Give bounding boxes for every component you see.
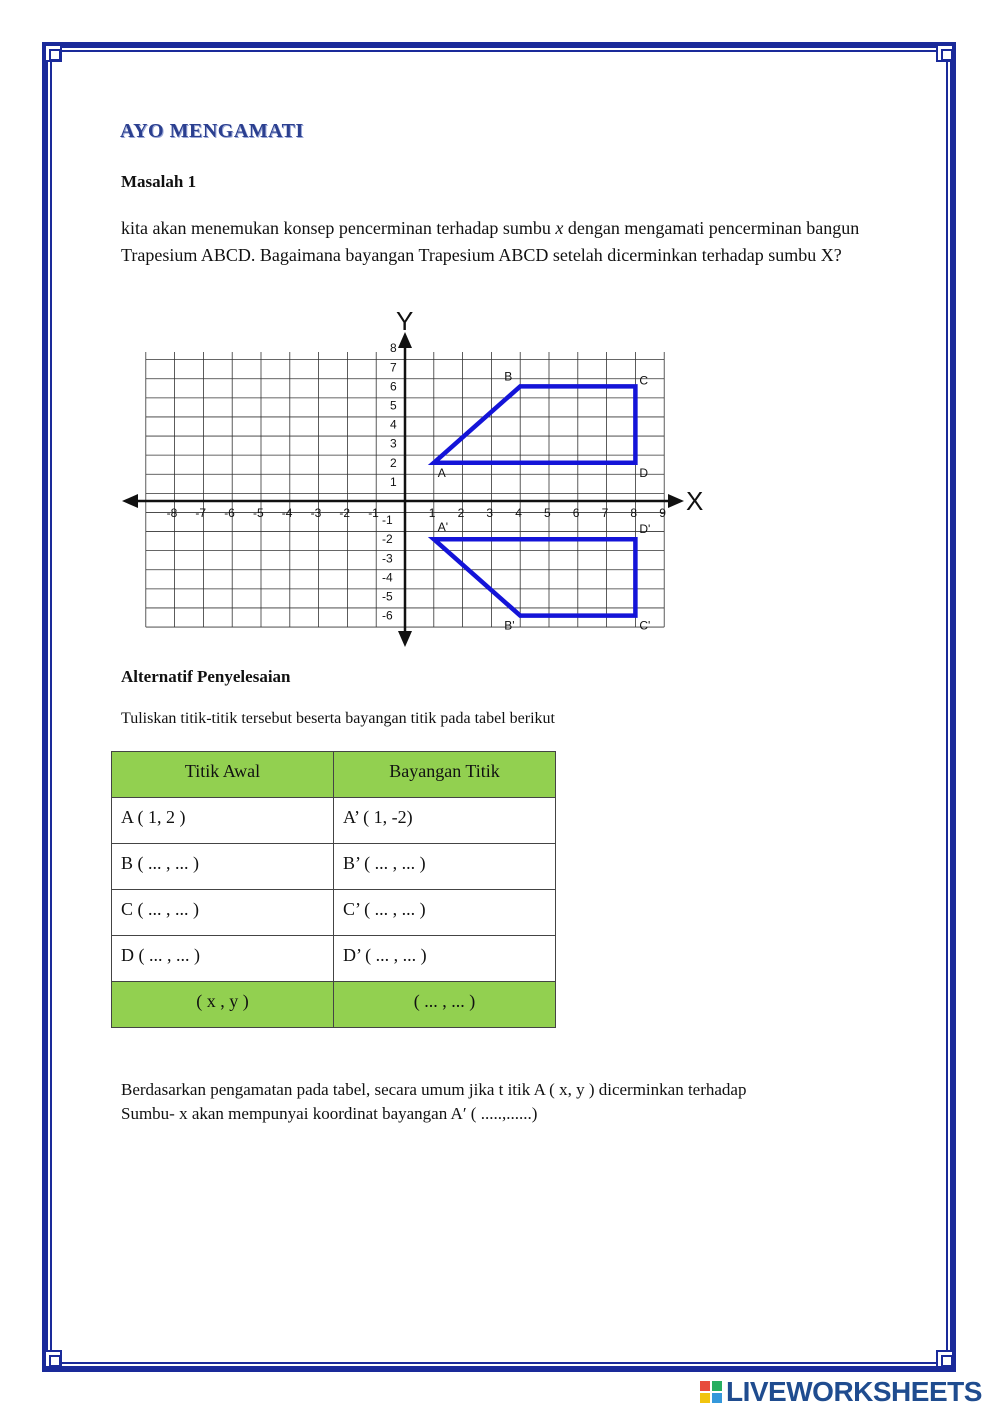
x-tick-label: 9 (659, 506, 666, 520)
x-tick-label: -6 (224, 506, 235, 520)
x-tick-label: -7 (195, 506, 207, 520)
y-tick-label: -1 (382, 513, 393, 528)
y-axis-arrow-down (398, 631, 412, 647)
table-cell: D ( ... , ... ) (112, 936, 334, 982)
brand-logo-icon (700, 1381, 722, 1403)
points-table (111, 751, 556, 1028)
summary-text (121, 1078, 881, 1126)
point-label: D' (639, 522, 651, 537)
table-row (112, 936, 556, 982)
x-tick-label: 5 (544, 506, 551, 520)
section-heading: AYO MENGAMATI (120, 120, 304, 142)
x-tick-label: -2 (339, 506, 351, 520)
y-axis-label: Y (396, 308, 414, 336)
point-label: C' (639, 618, 651, 633)
y-tick-label: -4 (382, 570, 393, 585)
x-tick-label: 1 (428, 506, 436, 520)
table-cell: ( x , y ) (112, 982, 334, 1028)
y-tick-label: 6 (390, 379, 397, 394)
table-cell: C’ ( ... , ... ) (334, 890, 556, 936)
summary-line: Berdasarkan pengamatan pada tabel, secara umum jika t itik A ( x, y ) dicerminkan terhadap (121, 1080, 747, 1099)
coordinate-graph (118, 308, 718, 653)
table-cell: A’ ( 1, -2) (334, 798, 556, 844)
point-label: B (504, 369, 513, 384)
point-label: A (437, 465, 446, 480)
y-tick-label: -3 (382, 551, 393, 566)
x-tick-label: 4 (515, 506, 522, 520)
table-cell: ( ... , ... ) (334, 982, 556, 1028)
summary-line: Sumbu- x akan mempunyai koordinat bayangan A′ ( .....,......) (121, 1104, 538, 1123)
corner-ornament (936, 1350, 954, 1368)
x-axis-label: X (686, 486, 704, 516)
corner-ornament (44, 1350, 62, 1368)
y-tick-label: 1 (390, 474, 397, 489)
corner-ornament (936, 44, 954, 62)
x-tick-label: -3 (310, 506, 322, 520)
paragraph-text: kita akan menemukan konsep pencerminan terhadap sumbu (121, 218, 556, 238)
x-tick-label: 8 (630, 506, 638, 520)
y-tick-label: 5 (390, 398, 397, 413)
point-label: C (639, 373, 649, 388)
table-cell: C ( ... , ... ) (112, 890, 334, 936)
brand-logo[interactable] (700, 1376, 982, 1408)
x-axis-arrow-right (668, 494, 684, 508)
point-label: A' (437, 520, 449, 535)
table-header: Titik Awal (112, 752, 334, 798)
graph-axes (122, 332, 684, 647)
table-cell: B’ ( ... , ... ) (334, 844, 556, 890)
problem-title: Masalah 1 (121, 172, 197, 191)
x-tick-label: 3 (486, 506, 494, 520)
x-tick-label: -5 (253, 506, 264, 520)
brand-name: LIVEWORKSHEETS (726, 1376, 982, 1407)
table-row (112, 890, 556, 936)
variable-x: x (555, 218, 564, 238)
corner-ornament (44, 44, 62, 62)
x-tick-label: 2 (457, 506, 465, 520)
point-label: B' (504, 618, 515, 633)
paragraph-text: dengan mengamati pencerminan bangun Trapesium ABCD. Bagaimana bayangan Trapesium ABCD setelah dicerminkan terhadap sumbu X? (121, 218, 860, 265)
x-tick-label: -1 (368, 506, 379, 520)
x-axis-arrow-left (122, 494, 138, 508)
point-label: D (639, 465, 649, 480)
instruction-text: Tuliskan titik-titik tersebut beserta bayangan titik pada tabel berikut (121, 710, 555, 727)
table-cell: B ( ... , ... ) (112, 844, 334, 890)
x-tick-label: -4 (281, 506, 293, 520)
table-cell: D’ ( ... , ... ) (334, 936, 556, 982)
y-tick-label: 7 (390, 360, 397, 375)
problem-paragraph (121, 215, 861, 268)
y-tick-label: 3 (390, 436, 397, 451)
solution-title: Alternatif Penyelesaian (121, 667, 291, 686)
y-tick-label: -2 (382, 532, 393, 547)
y-tick-label: 4 (390, 417, 397, 432)
y-tick-label: 8 (390, 341, 397, 356)
table-row (112, 798, 556, 844)
table-cell: A ( 1, 2 ) (112, 798, 334, 844)
table-row (112, 844, 556, 890)
x-tick-label: 7 (601, 506, 609, 520)
x-tick-label: 6 (572, 506, 580, 520)
graph-tick-labels (167, 341, 667, 622)
y-tick-label: -5 (382, 589, 393, 604)
y-tick-label: 2 (390, 455, 397, 470)
table-footer-row (112, 982, 556, 1028)
y-tick-label: -6 (382, 608, 393, 623)
table-header: Bayangan Titik (334, 752, 556, 798)
x-tick-label: -8 (166, 506, 178, 520)
table-header-row (112, 752, 556, 798)
